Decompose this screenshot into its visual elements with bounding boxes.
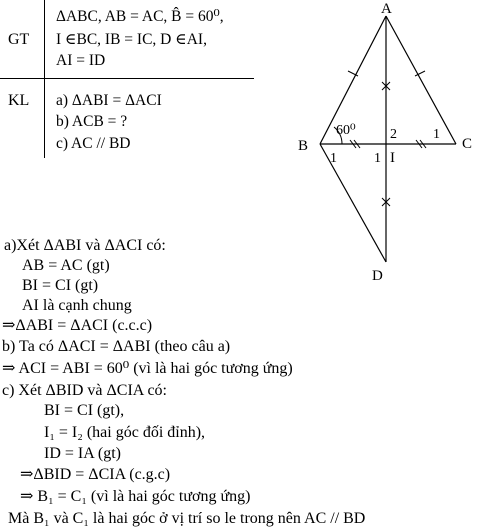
segment-ac [386, 16, 456, 144]
kl-label: KL [8, 92, 30, 109]
given-conclusion-table [0, 0, 254, 160]
solution-line: I₁ = I₂ (hai góc đối đỉnh), [44, 424, 206, 441]
mark-i1: 1 [374, 151, 381, 166]
gt-line: I ∈BC, IB = IC, D ∈AI, [56, 31, 207, 48]
solution-line: ⇒ B₁ = C₁ (vì là hai góc tương ứng) [20, 488, 251, 505]
solution-line: AB = AC (gt) [22, 257, 110, 274]
mark-i2: 2 [390, 127, 397, 142]
gt-label: GT [8, 31, 30, 48]
solution-line: ⇒ ACI = ABI = 60⁰ (vì là hai góc tương ứng) [2, 360, 293, 377]
mark-b1: 1 [330, 151, 337, 166]
solution-line: BI = CI (gt) [22, 277, 99, 294]
gt-line: ΔABC, AB = AC, B̂ = 60⁰, [56, 8, 224, 25]
point-c-label: C [462, 136, 473, 152]
mark-c1: 1 [433, 127, 440, 142]
kl-line: a) ΔABI = ΔACI [56, 92, 162, 109]
gt-line: AI = ID [56, 52, 106, 69]
solution-line: b) Ta có ΔACI = ΔABI (theo câu a) [2, 338, 231, 355]
table-horizontal-divider [0, 78, 254, 79]
point-d-label: D [372, 268, 383, 284]
solution-line: ID = IA (gt) [44, 445, 122, 462]
triangle-diagram [290, 0, 479, 285]
point-a-label: A [381, 1, 392, 17]
kl-line: b) ACB = ? [56, 113, 128, 130]
point-i-label: I [390, 150, 395, 166]
angle-b-label: 60⁰ [336, 123, 356, 138]
solution-line: a)Xét ΔABI và ΔACI có: [4, 237, 166, 254]
solution-line: ⇒ΔBID = ΔCIA (c.g.c) [20, 466, 171, 483]
point-b-label: B [298, 138, 309, 154]
solution-line: c) Xét ΔBID và ΔCIA có: [2, 382, 167, 399]
geometry-figure [290, 0, 479, 285]
table-vertical-divider [44, 0, 45, 158]
solution-line: Mà B₁ và C₁ là hai góc ở vị trí so le trong nên AC // BD [8, 510, 366, 527]
solution-line: ⇒ΔABI = ΔACI (c.c.c) [2, 317, 153, 334]
solution-line: BI = CI (gt), [44, 402, 125, 419]
solution-line: AI là cạnh chung [22, 297, 132, 314]
kl-line: c) AC // BD [56, 135, 131, 152]
